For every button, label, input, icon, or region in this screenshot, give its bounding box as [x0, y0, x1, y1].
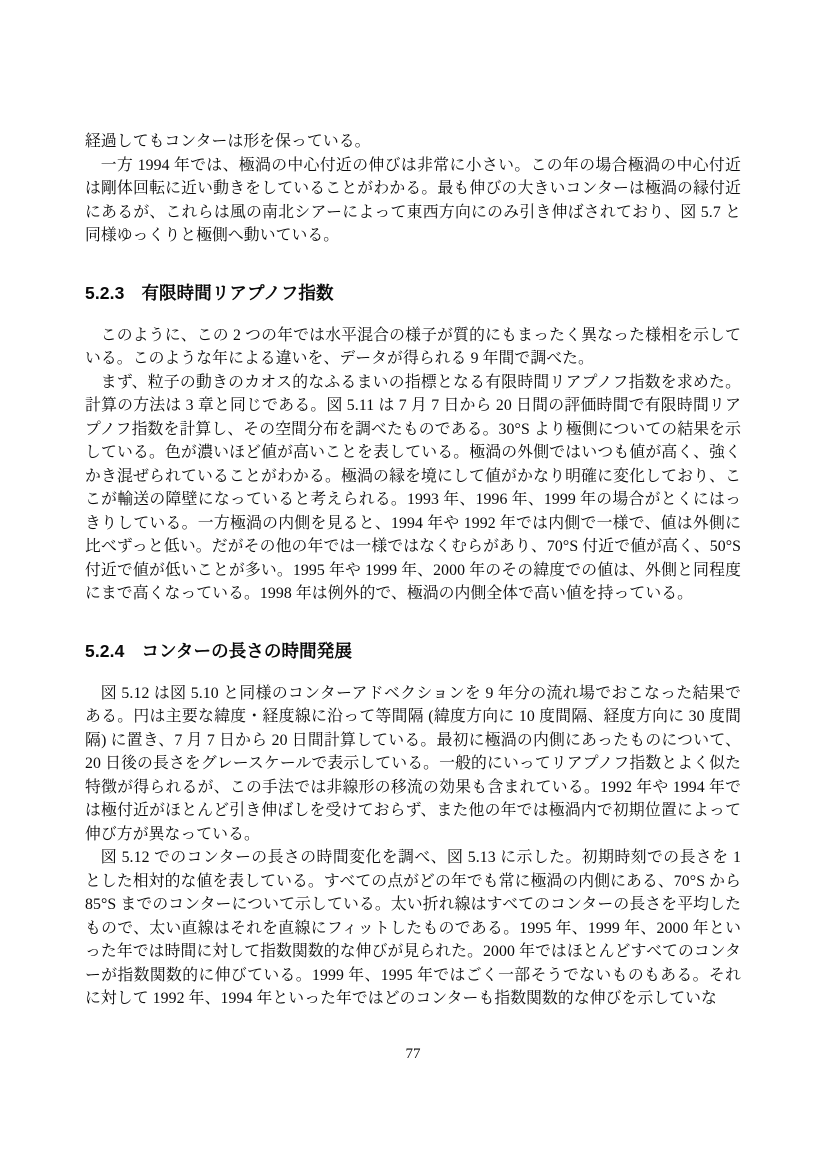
paragraph-continuation: 経過してもコンターは形を保っている。: [85, 133, 371, 150]
paragraph: 図 5.12 は図 5.10 と同様のコンターアドベクションを 9 年分の流れ場でおこなった結果である。円は主要な緯度・経度線に沿って等間隔 (緯度方向に 10 度間隔、経度方向に 30 度間隔) に置き、7 月 7 日から 20 日間計算している。最初に極渦の内側にあったものについて、20 日後の長さをグレースケールで表示している。一般的にいってリアプノフ指数とよく似た特徴が得られるが、この手法では非線形の移流の効果も含まれている。1992 年や 1994 年では極付近がほとんど引き伸ばしを受けておらず、また他の年では極渦内で初期位置によって伸び方が異なっている。: [85, 684, 741, 843]
section-title: 有限時間リアプノフ指数: [141, 282, 334, 303]
page-body: [85, 130, 741, 1011]
page-number: 77: [405, 1046, 421, 1062]
paragraph: このように、この 2 つの年では水平混合の様子が質的にもまったく異なった様相を示している。このような年による違いを、データが得られる 9 年間で調べた。: [85, 326, 741, 367]
paragraph: まず、粒子の動きのカオス的なふるまいの指標となる有限時間リアプノフ指数を求めた。計算の方法は 3 章と同じである。図 5.11 は 7 月 7 日から 20 日間の評価時間で有限時間リアプノフ指数を計算し、その空間分布を調べたものである。30°S より極側についての結果を示している。色が濃いほど値が高いことを表している。極渦の外側ではいつも値が高く、強くかき混ぜられていることがわかる。極渦の縁を境にして値がかなり明確に変化しており、ここが輸送の障壁になっていると考えられる。1993 年、1996 年、1999 年の場合がとくにはっきりしている。一方極渦の内側を見ると、1994 年や 1992 年では内側で一様で、値は外側に比べずっと低い。だがその他の年では一様ではなくむらがあり、70°S 付近で値が高く、50°S 付近で値が低いことが多い。1995 年や 1999 年、2000 年のその緯度での値は、外側と同程度にまで高くなっている。1998 年は例外的で、極渦の内側全体で高い値を持っている。: [85, 373, 741, 602]
section-title: コンターの長さの時間発展: [141, 640, 352, 661]
section-number: 5.2.3: [85, 282, 125, 303]
section-heading-5-2-4: [85, 638, 741, 664]
section-number: 5.2.4: [85, 640, 125, 661]
paragraph: 一方 1994 年では、極渦の中心付近の伸びは非常に小さい。この年の場合極渦の中心付近は剛体回転に近い動きをしていることがわかる。最も伸びの大きいコンターは極渦の縁付近にあるが、これらは風の南北シアーによって東西方向にのみ引き伸ばされており、図 5.7 と同様ゆっくりと極側へ動いている。: [85, 156, 741, 244]
section-heading-5-2-3: [85, 280, 741, 306]
paragraph: 図 5.12 でのコンターの長さの時間変化を調べ、図 5.13 に示した。初期時刻での長さを 1 とした相対的な値を表している。すべての点がどの年でも常に極渦の内側にある、70°S から 85°S までのコンターについて示している。太い折れ線はすべてのコンターの長さを平均したもので、太い直線はそれを直線にフィットしたものである。1995 年、1999 年、2000 年といった年では時間に対して指数関数的な伸びが見られた。2000 年ではほとんどすべてのコンターが指数関数的に伸びている。1999 年、1995 年ではごく一部そうでないものもある。それに対して 1992 年、1994 年といった年ではどのコンターも指数関数的な伸びを示していな: [85, 849, 741, 1007]
